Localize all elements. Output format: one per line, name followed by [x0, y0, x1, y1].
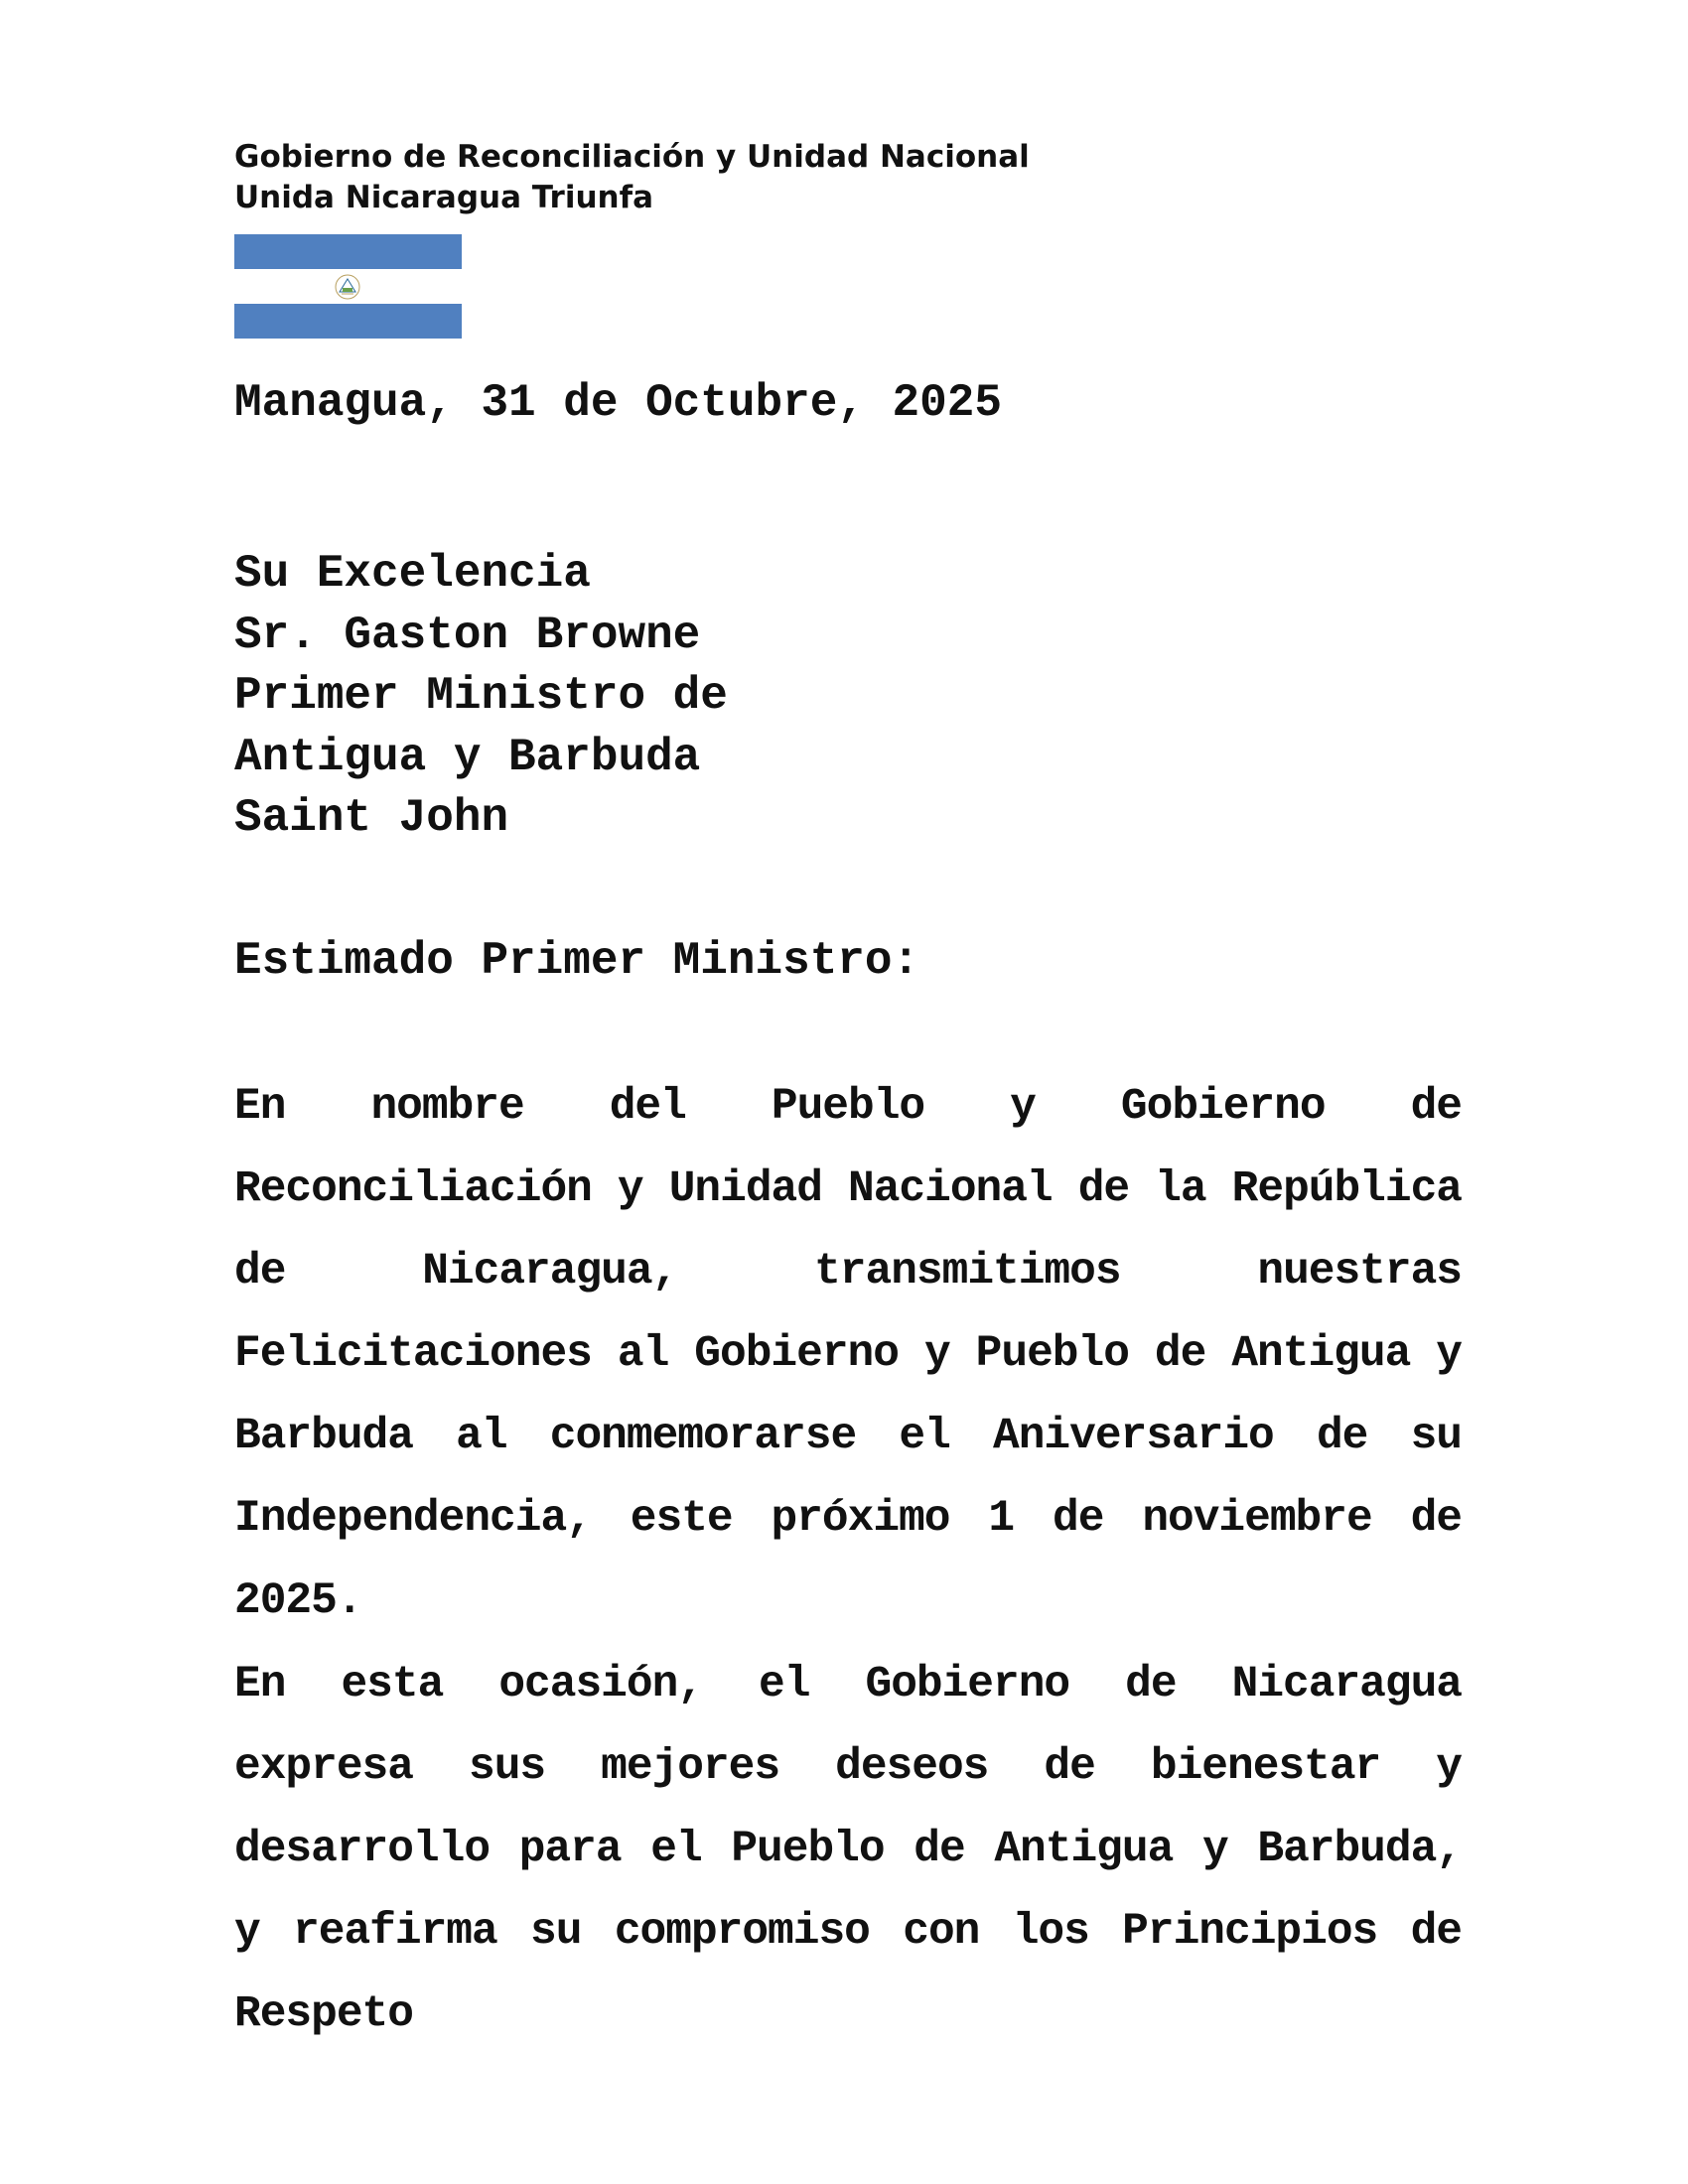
coat-of-arms-icon: [333, 272, 362, 302]
letterhead-government-name: Gobierno de Reconciliación y Unidad Nacional: [234, 139, 1030, 175]
letterhead: [234, 137, 1030, 218]
address-line: Saint John: [234, 792, 509, 844]
address-line: Primer Ministro de: [234, 670, 728, 722]
address-line: Su Excelencia: [234, 548, 591, 600]
nicaragua-flag-icon: [234, 234, 462, 339]
body-paragraph-1: En nombre del Pueblo y Gobierno de Reconciliación y Unidad Nacional de la República de Nicaragua, transmitimos nuestras Felicitaciones al Gobierno y Pueblo de Antigua y Barbuda al conmemorarse el Aniversario de su Independencia, este próximo 1 de noviembre de 2025.: [234, 1082, 1462, 1626]
flag-bottom-stripe: [234, 304, 462, 339]
salutation: Estimado Primer Ministro:: [234, 935, 920, 987]
address-line: Sr. Gaston Browne: [234, 609, 701, 661]
body-paragraph-2: En esta ocasión, el Gobierno de Nicaragua expresa sus mejores deseos de bienestar y desarrollo para el Pueblo de Antigua y Barbuda, y reafirma su compromiso con los Principios de Respeto: [234, 1660, 1462, 2039]
letter-date: Managua, 31 de Octubre, 2025: [234, 377, 1002, 429]
flag-top-stripe: [234, 234, 462, 269]
address-line: Antigua y Barbuda: [234, 731, 701, 783]
letterhead-slogan: Unida Nicaragua Triunfa: [234, 180, 654, 215]
recipient-address: [234, 544, 728, 850]
